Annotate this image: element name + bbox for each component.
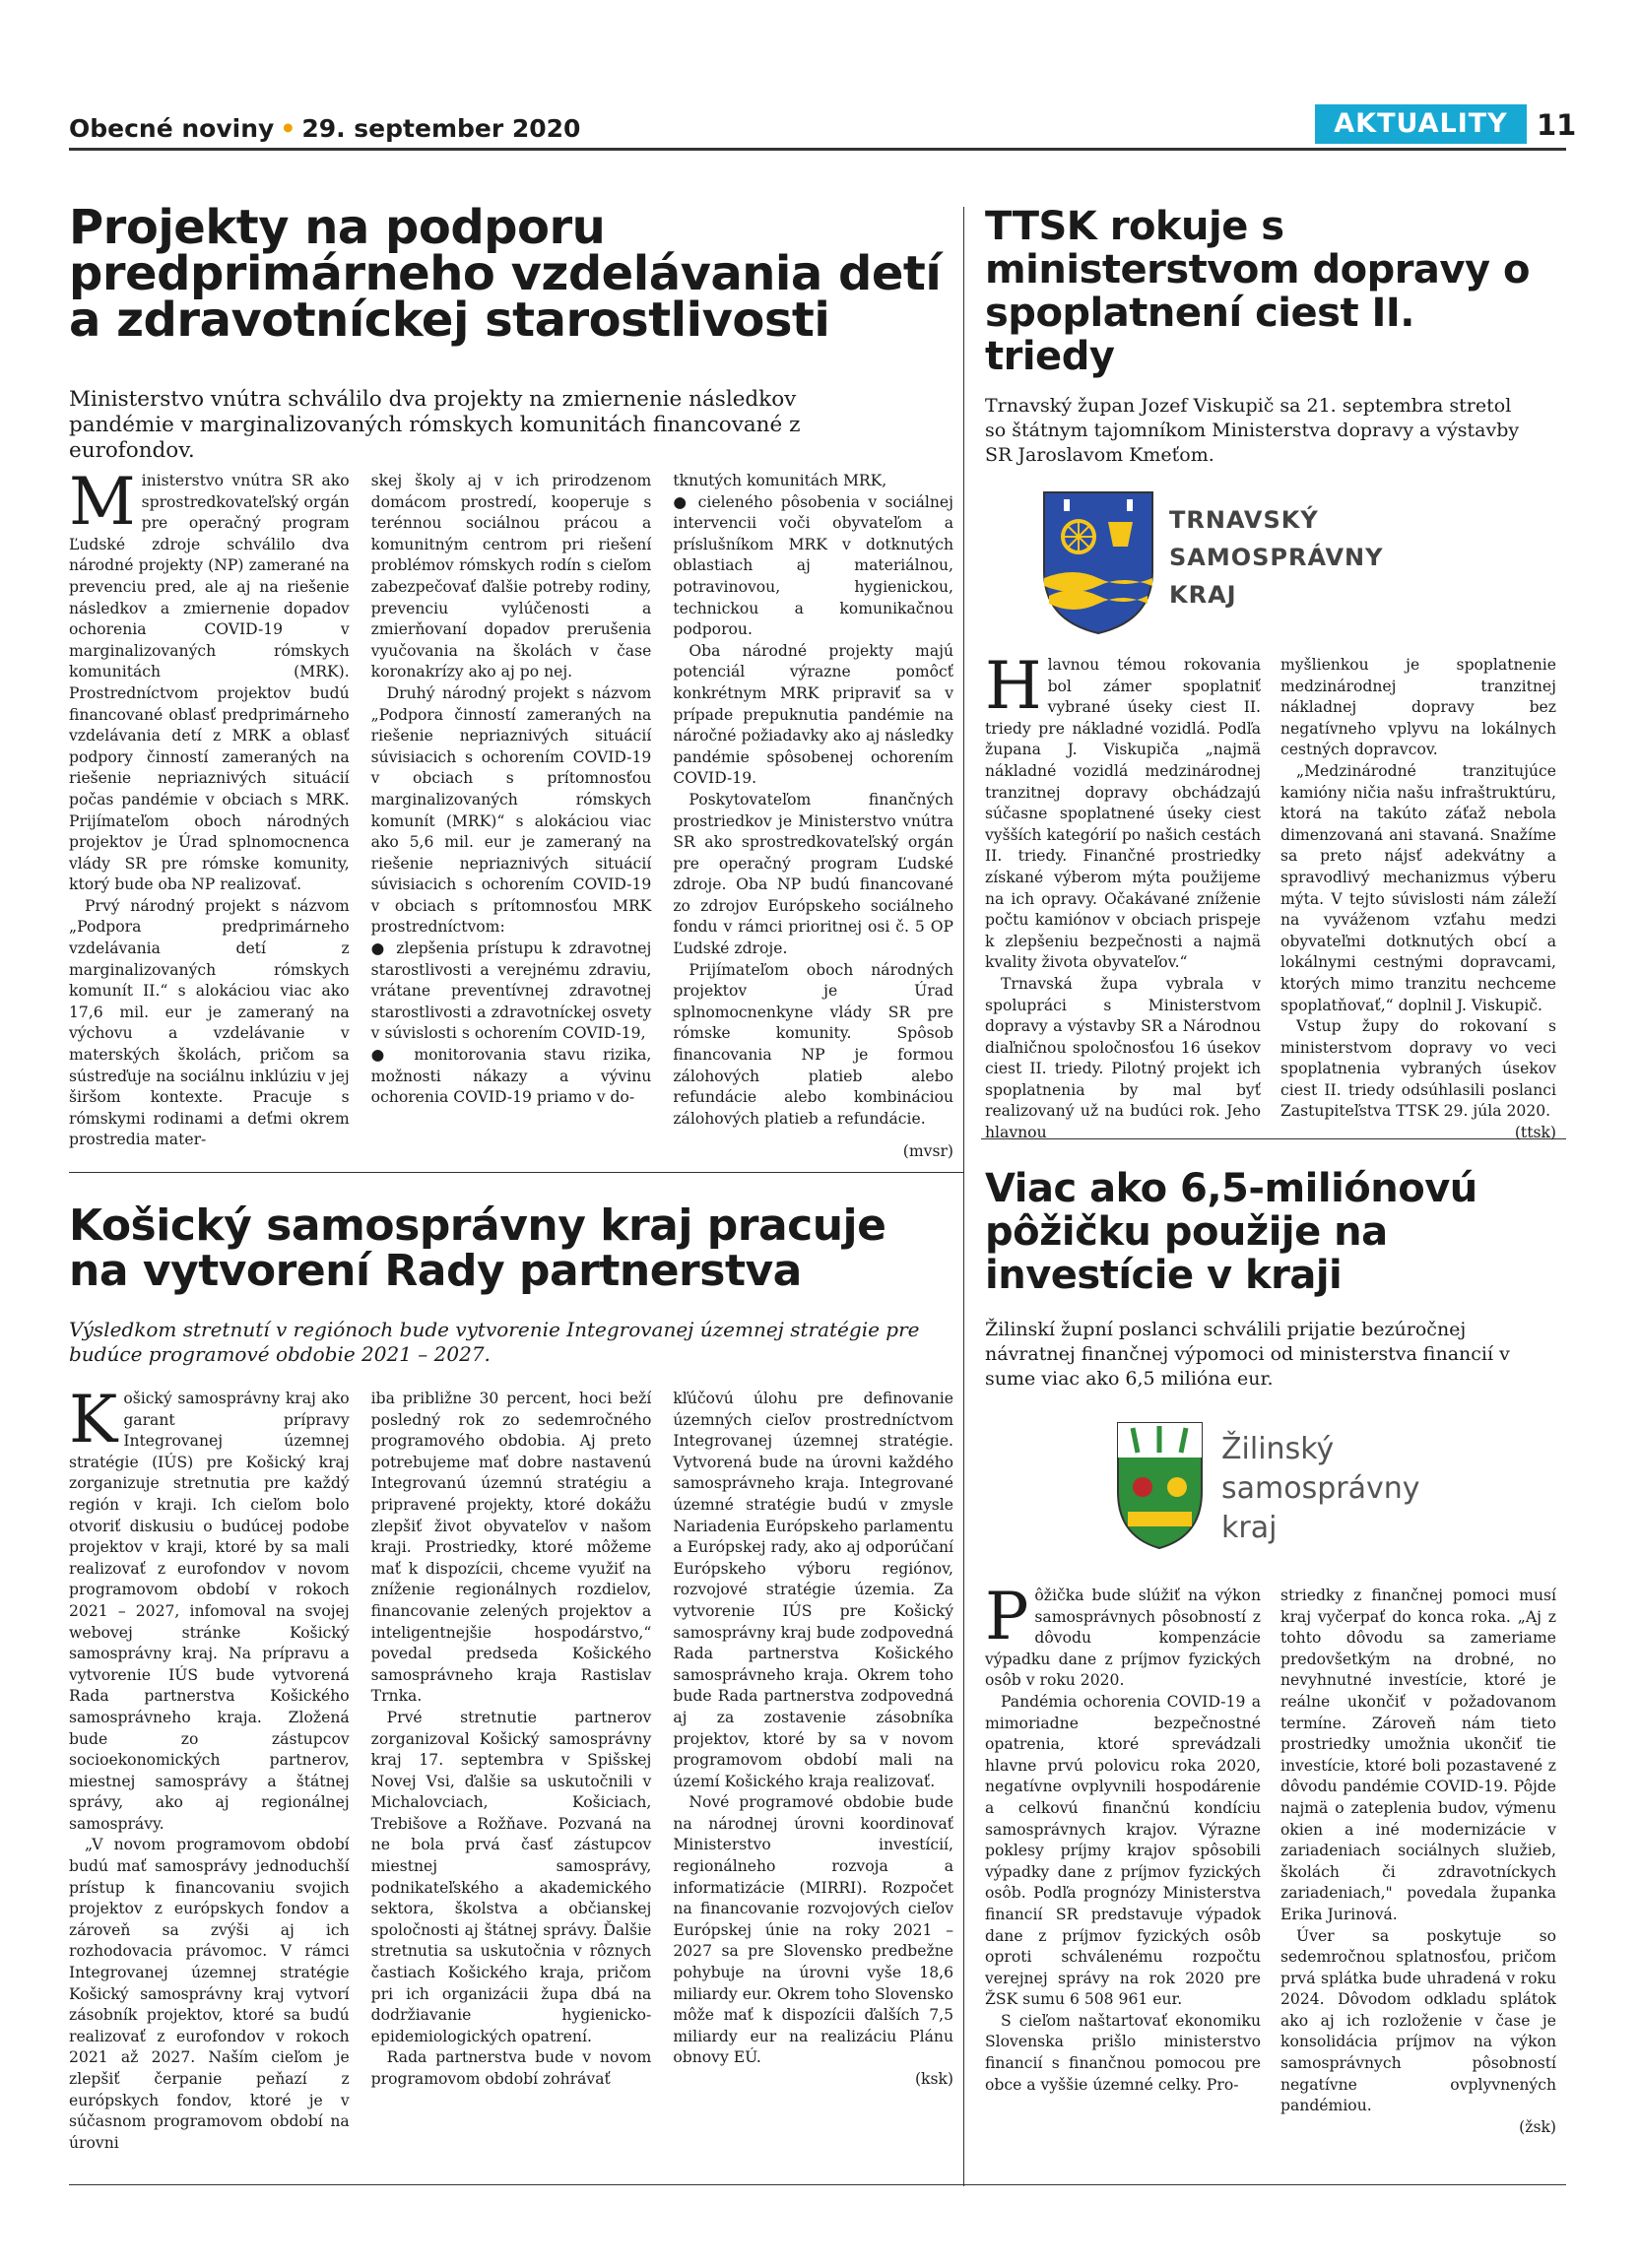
logo-text: samosprávny	[1221, 1471, 1420, 1506]
paragraph: kľúčovú úlohu pre definovanie územných cieľov prostredníctvom Integrovanej územnej stratégie. Vytvorená bude na úrovni každého samosprávneho kraja. Integrované územné stratégie budú v zmysle Nariadenia Európskeho parlamentu a Európskej rady, ako aj odporúčaní Európskeho výboru regiónov, rozvojové stratégie územia. Za vytvorenie IÚS pre Košický samosprávny kraj bude zodpovedná Rada partnerstva Košického samosprávneho kraja. Okrem toho bude Rada partnerstva zodpovedná aj za zostavenie zásobníka projektov, ktoré by sa v novom programovom období mali na území Košického kraja realizovať.	[673, 1390, 954, 1790]
header-rule	[69, 148, 1566, 151]
bullet-icon: ●	[673, 492, 698, 511]
drop-cap: H	[985, 648, 1042, 724]
article-title: Košický samosprávny kraj pracuje na vytvorení Rady partnerstva	[69, 1200, 886, 1296]
logo-text: kraj	[1221, 1511, 1278, 1545]
bullet-icon: ●	[370, 940, 397, 958]
article-lead: Ministerstvo vnútra schválilo dva projekty na zmiernenie následkov pandémie v marginalizovaných rómskych komunitách financované z eurofondov.	[69, 387, 801, 463]
paragraph: Prvý národný projekt s názvom „Podpora predprimárneho vzdelávania detí z marginalizovaných rómskych komunít II.“ s alokáciou viac ako 17,6 mil. eur je zameraný na výchovu a vzdelávanie v materských školách, pričom sa sústreďuje na sociálnu inklúziu v jej širšom kontexte. Pracuje s rómskymi rodinami a deťmi okrem prostredia mater-	[69, 896, 350, 1149]
text-column	[985, 1579, 1261, 2176]
bullet-icon: ●	[370, 1046, 415, 1065]
paragraph: „V novom programovom období budú mať samosprávy jednoduchší prístup k financovaniu svojich projektov z európskych fondov a zároveň sa zvýši aj ich rozhodovacia právomoc. V rámci Integrovanej územnej stratégie Košický samosprávny kraj vytvorí zásobník projektov, ktoré sa budú realizovať z eurofondov v rokoch 2021 až 2027. Naším cieľom je zlepšiť čerpanie peňazí z európskych fondov, ktoré je v súčasnom programovom období na úrovni	[69, 1836, 350, 2152]
text-column	[69, 1382, 350, 2176]
paragraph: ošický samosprávny kraj ako garant prípravy Integrovanej územnej stratégie (IÚS) pre Košický kraj zorganizuje stretnutia pre každý región v kraji. Ich cieľom bolo otvoriť diskusiu o budúcej podobe projektov v kraji, ktoré by sa mali realizovať z eurofondov v novom programovom období v rokoch 2021 – 2027, infomoval na svojej webovej stránke Košický samosprávny kraj. Na prípravu a vytvorenie IÚS bude vytvorená Rada partnerstva Košického samosprávneho kraja. Zložená bude zo zástupcov socioekonomických partnerov, miestnej samosprávy a štátnej správy, ako aj regionálnej samosprávy.	[69, 1390, 350, 1833]
text-column	[673, 471, 953, 1160]
article-lead: Výsledkom stretnutí v regiónoch bude vytvorenie Integrovanej územnej stratégie pre budúce programové obdobie 2021 – 2027.	[69, 1318, 920, 1366]
author-signature: (žsk)	[1519, 2117, 1556, 2136]
text-column	[1280, 1586, 1556, 2176]
paragraph: inisterstvo vnútra SR ako sprostredkovateľský orgán pre operačný program Ľudské zdroje schválilo dva národné projekty (NP) zamerané na prevenciu pred, ale aj na riešenie následkov a zmiernenie dopadov ochorenia COVID-19 v marginalizovaných rómskych komunitách (MRK). Prostredníctvom projektov budú financované oblasť predprimárneho vzdelávania detí z MRK a oblasť podpory činností zameraných na riešenie nepriaznivých situácií počas pandémie v obciach s MRK. Prijímateľom oboch národných projektov je Úrad splnomocnenca vlády SR pre rómske komunity, ktorý bude oba NP realizovať.	[69, 472, 350, 894]
drop-cap: K	[69, 1382, 118, 1458]
trnava-region-logo	[1039, 487, 1384, 645]
logo-text: SAMOSPRÁVNY	[1169, 544, 1384, 571]
paragraph: Vstup župy do rokovaní s ministerstvom dopravy vo veci spoplatnenia vybraných úsekov ciest II. triedy odsúhlasili poslanci Zastupiteľstva TTSK 29. júla 2020.	[1280, 1017, 1556, 1121]
author-signature: (ksk)	[914, 2070, 954, 2088]
paragraph: cieleného pôsobenia v sociálnej intervencii voči obyvateľom a príslušníkom MRK v dotknutých oblastiach aj materiálnou, potravinovou, hygienickou, technickou a komunikačnou podporou.	[673, 492, 954, 639]
article-divider	[69, 1172, 963, 1173]
column-divider	[963, 1172, 964, 2186]
column-divider	[963, 207, 964, 1172]
paragraph: zlepšenia prístupu k zdravotnej starostlivosti a verejnému zdraviu, vrátane preventívnej zdravotnej starostlivosti a zdravotníckej osvety v súvislosti s ochorením COVID-19,	[370, 940, 652, 1043]
article-title: Viac ako 6,5-miliónovú pôžičku použije na investície v kraji	[985, 1166, 1477, 1298]
paragraph: ôžička bude slúžiť na výkon samosprávnych pôsobností z dôvodu kompenzácie výpadku dane z príjmov fyzických osôb v roku 2020.	[985, 1587, 1261, 1690]
text-column	[673, 1389, 953, 2176]
paragraph: iba približne 30 percent, hoci beží posledný rok zo sedemročného programového obdobia. Aj preto potrebujeme mať dobre nastavenú Integrovanú územnú stratégiu a pripravené projekty, ktoré dokážu zlepšiť život obyvateľov v našom kraji. Prostriedky, ktoré môžeme mať k dispozícii, chceme využiť na zníženie regionálnych rozdielov, financovanie zelených projektov a inteligentnejšie hospodárstvo,“ povedal predseda Košického samosprávneho kraja Rastislav Trnka.	[370, 1390, 652, 1706]
author-signature: (mvsr)	[902, 1142, 954, 1161]
logo-text: Žilinský	[1221, 1432, 1335, 1466]
article-title: TTSK rokuje s ministerstvom dopravy o spoplatnení ciest II. triedy	[985, 204, 1530, 379]
paragraph: tknutých komunitách MRK,	[673, 472, 887, 489]
page-number: 11	[1537, 108, 1577, 142]
article-body	[69, 464, 954, 1161]
drop-cap: P	[985, 1579, 1029, 1654]
text-column	[1280, 655, 1556, 1142]
coat-of-arms-icon	[1039, 487, 1157, 635]
article-body	[985, 648, 1556, 1142]
section-label: AKTUALITY	[1315, 104, 1527, 144]
paragraph: Prvé stretnutie partnerov zorganizoval Košický samosprávny kraj 17. septembra v Spišskej Novej Vsi, ďalšie sa uskutočnili v Michalovciach, Košiciach, Trebišove a Rožňave. Pozvaná na ne bola prvá časť zástupcov miestnej samosprávy, podnikateľského a akademického sektora, školstva a občianskej spoločnosti aj štátnej správy. Ďalšie stretnutia sa uskutočnia v rôznych častiach Košického kraja, pričom pri ich organizácii župa dbá na dodržiavanie hygienicko-epidemiologických opatrení.	[370, 1708, 652, 2045]
text-column	[69, 464, 350, 1160]
paper-name: Obecné noviny	[69, 114, 275, 143]
paragraph: „Medzinárodné tranzitujúce kamióny ničia našu infraštruktúru, ktorá na takúto záťaž nebola dimenzovaná ani stavaná. Snažíme sa preto nájsť adekvátny a spravodlivý mechanizmus výberu mýta. V tejto súvislosti nám záleží na vyváženom vzťahu medzi obyvateľmi dotknutých obcí a lokálnymi cestnými dopravcami, ktorých mimo tranzitu nechceme spoplatňovať,“ doplnil J. Viskupič.	[1280, 761, 1556, 1014]
text-column	[371, 471, 652, 1160]
paragraph: Prijímateľom oboch národných projektov je Úrad splnomocnenkyne vlády SR pre rómske komunity. Spôsob financovania NP je formou zálohových platieb alebo refundácie alebo kombináciou zálohových platieb a refundácie.	[673, 960, 954, 1128]
paragraph: striedky z finančnej pomoci musí kraj vyčerpať do konca roka. „Aj z tohto dôvodu sa zameriame predovšetkým na drobné, no nevyhnutné investície, ktoré je reálne ukončiť v požadovanom termíne. Zároveň nám tieto prostriedky umožnia ukončiť tie investície, ktoré boli pozastavené z dôvodu pandémie COVID-19. Pôjde najmä o zateplenia budov, výmenu okien a iné modernizácie v zariadeniach sociálnych služieb, školách či zdravotníckych zariadeniach," povedala županka Erika Jurinová.	[1280, 1587, 1556, 1923]
paragraph: lavnou témou rokovania bol zámer spoplatniť vybrané úseky ciest II. triedy pre nákladné vozidlá. Podľa župana J. Viskupiča „najmä nákladné vozidlá medzinárodnej tranzitnej dopravy obchádzajú súčasne spoplatnené úseky ciest vyšších kategórií po našich cestách II. triedy. Finančné prostriedky získané výberom mýta použijeme na ich opravy. Očakávané zníženie počtu kamiónov v obciach prispeje k zlepšeniu bezpečnosti a najmä kvality života obyvateľov.“	[985, 656, 1261, 972]
paragraph: Pandémia ochorenia COVID-19 a mimoriadne bezpečnostné opatrenia, ktoré sprevádzali hlavne prvú polovicu roka 2020, negatívne ovplyvnili hospodárenie a celkovú finančnú kondíciu samosprávnych krajov. Výrazne poklesy príjmy krajov spôsobili výpadky dane z príjmov fyzických osôb. Podľa prognózy Ministerstva financií SR predstavuje výpadok dane z príjmov fyzických osôb oproti schválenému rozpočtu verejnej správy na rok 2020 pre ŽSK sumu 6 508 961 eur.	[985, 1692, 1261, 2009]
paragraph: Poskytovateľom finančných prostriedkov je Ministerstvo vnútra SR ako sprostredkovateľský orgán pre operačný program Ľudské zdroje. Oba NP budú financované zo zdrojov Európskeho sociálneho fondu v rámci prioritnej osi č. 5 OP Ľudské zdroje.	[673, 790, 954, 958]
bullet-icon: •	[280, 114, 296, 143]
article-body	[985, 1579, 1556, 2176]
coat-of-arms-icon	[1113, 1418, 1207, 1551]
text-column	[985, 648, 1261, 1142]
paragraph: S cieľom naštartovať ekonomiku Slovenska prišlo ministerstvo financií s finančnou pomocou pre obce a vyššie územné celky. Pro-	[985, 2011, 1261, 2094]
article-body	[69, 1382, 954, 2176]
footer-rule	[69, 2184, 1566, 2185]
author-signature: (ttsk)	[1514, 1124, 1556, 1142]
article-title: Projekty na podporu predprimárneho vzdelávania detí a zdravotníckej starostlivosti	[69, 200, 942, 348]
paragraph: Nové programové obdobie bude na národnej úrovni koordinovať Ministerstvo investícií, regionálneho rozvoja a informatizácie (MIRRI). Rozpočet na financovanie rozvojových cieľov Európskej únie na roky 2021 – 2027 sa pre Slovensko predbežne pohybuje na úrovni vyše 18,6 miliardy eur. Okrem toho Slovensko môže mať k dispozícii ďalších 7,5 miliardy eur na realizáciu Plánu obnovy EÚ.	[673, 1793, 954, 2067]
paragraph: Oba národné projekty majú potenciál výrazne pomôcť konkrétnym MRK pripraviť sa v prípade prepuknutia pandémie na náročné požiadavky ako aj následky pandémie spôsobenej ochorením COVID-19.	[673, 641, 954, 788]
paragraph: Rada partnerstva bude v novom programovom období zohrávať	[370, 2048, 652, 2088]
issue-date: 29. september 2020	[301, 114, 581, 143]
page-header	[69, 114, 580, 143]
drop-cap: M	[69, 464, 136, 540]
paragraph: myšlienkou je spoplatnenie medzinárodnej tranzitnej nákladnej dopravy bez negatívneho vplyvu na lokálnych cestných dopravcov.	[1280, 656, 1556, 759]
paragraph: skej školy aj v ich prirodzenom domácom prostredí, kooperuje s terénnou sociálnou prácou a komunitným centrom pri riešení problémov rómskych rodín s cieľom zabezpečovať ďalšie potreby rodiny, prevenciu vylúčenosti a zmierňovaní dopadov prerušenia vyučovania na školách v čase koronakrízy ako aj po nej.	[370, 472, 652, 681]
article-lead: Trnavský župan Jozef Viskupič sa 21. septembra stretol so štátnym tajomníkom Ministerstva dopravy a výstavby SR Jaroslavom Kmeťom.	[985, 395, 1520, 466]
paragraph: monitorovania stavu rizika, možnosti nákazy a vývinu ochorenia COVID-19 priamo v do-	[370, 1046, 652, 1107]
paragraph: Druhý národný projekt s názvom „Podpora činností zameraných na riešenie nepriaznivých situácií súvisiacich s ochorením COVID-19 v obciach s prítomnosťou marginalizovaných rómskych komunít (MRK)“ s alokáciou viac ako 5,6 mil. eur je zameraný na riešenie nepriaznivých situácií súvisiacich s ochorením COVID-19 v obciach s prítomnosťou MRK prostredníctvom:	[370, 683, 652, 937]
logo-text: KRAJ	[1169, 581, 1237, 609]
article-lead: Žilinskí župní poslanci schválili prijatie bezúročnej návratnej finančnej výpomoci od ministerstva financií v sume viac ako 6,5 milióna eur.	[985, 1319, 1510, 1390]
text-column	[371, 1389, 652, 2176]
zilina-region-logo	[1113, 1418, 1448, 1566]
paragraph: Trnavská župa vybrala v spolupráci s Ministerstvom dopravy a výstavby SR a Národnou diaľničnou spoločnosťou 16 úsekov ciest II. triedy. Pilotný projekt ich spoplatnenia by mal byť realizovaný už na budúci rok. Jeho hlavnou	[985, 974, 1261, 1142]
paragraph: Úver sa poskytuje so sedemročnou splatnosťou, pričom prvá splátka bude uhradená v roku 2024. Dôvodom odkladu splátok ako aj ich rozloženie v čase je konsolidácia príjmov na výkon samosprávnych pôsobností negatívne ovplyvnených pandémiou.	[1280, 1926, 1556, 2115]
logo-text: TRNAVSKÝ	[1169, 506, 1319, 534]
